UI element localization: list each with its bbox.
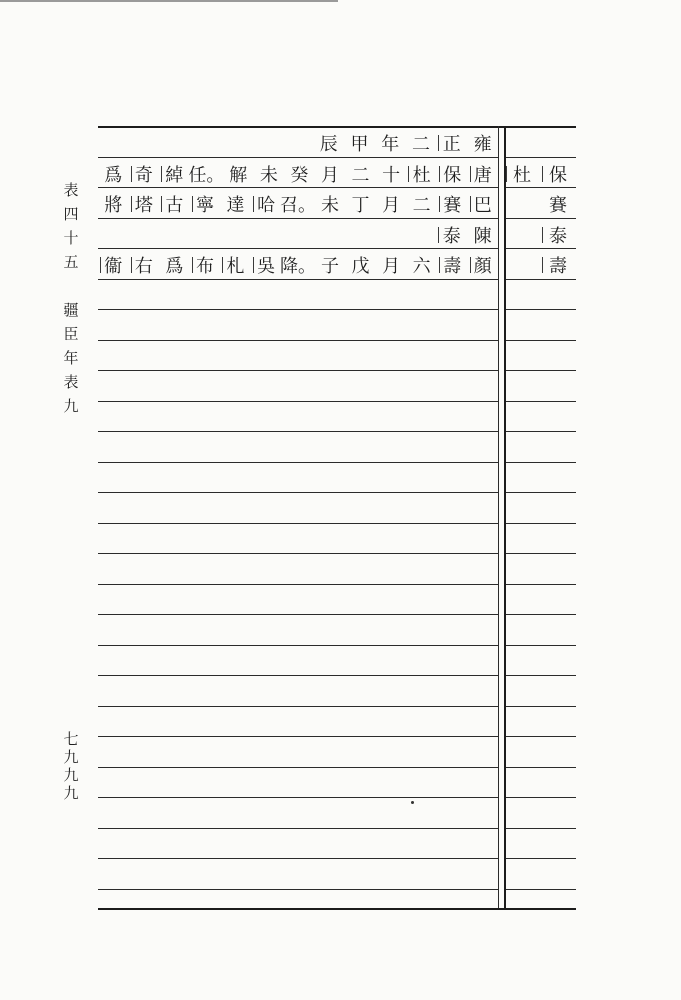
row-rule (98, 767, 498, 768)
table-cell: 召。 (280, 195, 317, 216)
table-cell (504, 220, 540, 250)
row-rule (98, 584, 498, 585)
table-cell (252, 220, 283, 250)
table-cell: 任。 (188, 165, 225, 186)
table-cell: 塔 (129, 189, 160, 219)
margin-char: 表 (63, 373, 79, 391)
table-cell: 保 (437, 159, 468, 189)
row-rule (506, 675, 576, 676)
table-cell: 唐 (468, 159, 499, 189)
table-cell: 達 (226, 195, 245, 216)
table-cell: 癸 (290, 165, 309, 186)
row-rule (98, 553, 498, 554)
margin-char: 四 (63, 205, 79, 223)
margin-char: 十 (63, 229, 79, 247)
table-cell (283, 128, 314, 158)
table-row (98, 159, 498, 189)
table-bottom-rule (98, 908, 576, 910)
row-rule (98, 675, 498, 676)
table-cell: 杜 (504, 159, 540, 189)
top-edge-rule (0, 0, 338, 2)
row-rule (98, 645, 498, 646)
table-row (98, 128, 498, 158)
row-rule (98, 523, 498, 524)
table-row (98, 189, 498, 219)
row-rule (506, 645, 576, 646)
row-rule (98, 797, 498, 798)
table-cell (129, 128, 160, 158)
table-cell: 年 (381, 134, 400, 155)
table-cell (504, 250, 540, 280)
ink-speck (411, 801, 414, 804)
table-cell: 將 (104, 195, 123, 216)
table-row (98, 250, 498, 280)
table-row (504, 159, 576, 189)
row-rule (506, 462, 576, 463)
row-rule (98, 401, 498, 402)
table-cell: 賽 (549, 195, 567, 216)
table-cell (190, 220, 221, 250)
table-cell: 六 (412, 256, 431, 277)
margin-char: 九 (63, 397, 79, 415)
table-cell: 賽 (437, 189, 468, 219)
page-number-char: 九 (63, 766, 79, 784)
table-cell (344, 220, 375, 250)
row-rule (98, 889, 498, 890)
row-rule (506, 584, 576, 585)
row-rule (506, 553, 576, 554)
row-rule (506, 797, 576, 798)
table-cell (190, 128, 221, 158)
table-row (504, 220, 576, 250)
table-cell: 巴 (468, 189, 499, 219)
table-cell: 二 (412, 195, 431, 216)
table-cell (221, 128, 252, 158)
table-row (504, 128, 576, 158)
row-rule (98, 370, 498, 371)
table-cell: 爲 (104, 165, 123, 186)
table-cell: 泰 (436, 220, 467, 250)
row-rule (506, 401, 576, 402)
table-cell (160, 128, 191, 158)
row-rule (506, 309, 576, 310)
row-rule (98, 614, 498, 615)
table-cell: 月 (382, 256, 401, 277)
table-cell: 爲 (165, 256, 184, 277)
table-cell: 陳 (473, 226, 492, 247)
table-cell: 二 (351, 165, 370, 186)
table-cell: 寧 (190, 189, 221, 219)
table-row (504, 250, 576, 280)
row-rule (98, 431, 498, 432)
row-rule (506, 340, 576, 341)
table-cell: 奇 (129, 159, 160, 189)
table-cell: 解 (229, 165, 248, 186)
table-cell: 布 (190, 250, 221, 280)
row-rule (506, 767, 576, 768)
margin-char (69, 274, 74, 298)
row-rule (98, 309, 498, 310)
table-cell (283, 220, 314, 250)
margin-char: 臣 (63, 325, 79, 343)
table-cell (252, 128, 283, 158)
table-cell: 戊 (351, 256, 370, 277)
row-rule (98, 706, 498, 707)
table-cell (98, 128, 129, 158)
table-cell (98, 220, 129, 250)
row-rule (98, 492, 498, 493)
row-rule (506, 858, 576, 859)
row-rule (506, 492, 576, 493)
table-cell: 綽 (159, 159, 190, 189)
table-cell: 保 (540, 159, 576, 189)
table-cell: 顏 (468, 250, 499, 280)
table-cell (406, 220, 437, 250)
table-cell: 札 (220, 250, 251, 280)
table-cell: 哈 (251, 189, 282, 219)
table-cell: 月 (320, 165, 339, 186)
table-cell: 十 (382, 165, 401, 186)
table-cell: 二 (412, 134, 431, 155)
row-rule (506, 431, 576, 432)
table-cell (504, 128, 540, 158)
page-number-vertical (58, 730, 84, 802)
table-cell (129, 220, 160, 250)
row-rule (506, 614, 576, 615)
table-cell (375, 220, 406, 250)
table-cell (160, 220, 191, 250)
page-number-char: 九 (63, 784, 79, 802)
margin-char: 五 (63, 253, 79, 271)
row-rule (98, 340, 498, 341)
table-cell: 吳 (251, 250, 282, 280)
row-rule (506, 523, 576, 524)
table-row (98, 220, 498, 250)
table-cell: 月 (382, 195, 401, 216)
section-title-vertical (58, 178, 84, 418)
row-rule (506, 736, 576, 737)
page-number-char: 九 (63, 748, 79, 766)
table-cell: 未 (320, 195, 339, 216)
table-cell: 甲 (350, 134, 369, 155)
row-rule (98, 828, 498, 829)
table-cell: 雍 (473, 134, 492, 155)
table-cell: 辰 (319, 134, 338, 155)
table-row (504, 189, 576, 219)
margin-char: 年 (63, 349, 79, 367)
table-cell: 杜 (406, 159, 437, 189)
table-cell: 古 (159, 189, 190, 219)
page-number-char: 七 (63, 730, 79, 748)
table-cell: 壽 (540, 250, 576, 280)
margin-char: 疆 (63, 301, 79, 319)
table-cell: 未 (259, 165, 278, 186)
row-rule (98, 736, 498, 737)
table-cell: 丁 (351, 195, 370, 216)
table-cell: 右 (129, 250, 160, 280)
table-cell: 正 (436, 128, 467, 158)
row-rule (506, 706, 576, 707)
row-rule (506, 828, 576, 829)
table-cell: 泰 (540, 220, 576, 250)
table-cell: 壽 (437, 250, 468, 280)
row-rule (98, 858, 498, 859)
table-cell (313, 220, 344, 250)
table-cell: 衞 (98, 250, 129, 280)
row-rule (506, 370, 576, 371)
table-cell (221, 220, 252, 250)
table-cell: 子 (320, 256, 339, 277)
table-cell (504, 189, 540, 219)
row-rule (98, 462, 498, 463)
margin-char: 表 (63, 181, 79, 199)
table-cell: 降。 (280, 256, 317, 277)
table-cell (540, 128, 576, 158)
column-divider (498, 126, 499, 908)
row-rule (506, 889, 576, 890)
